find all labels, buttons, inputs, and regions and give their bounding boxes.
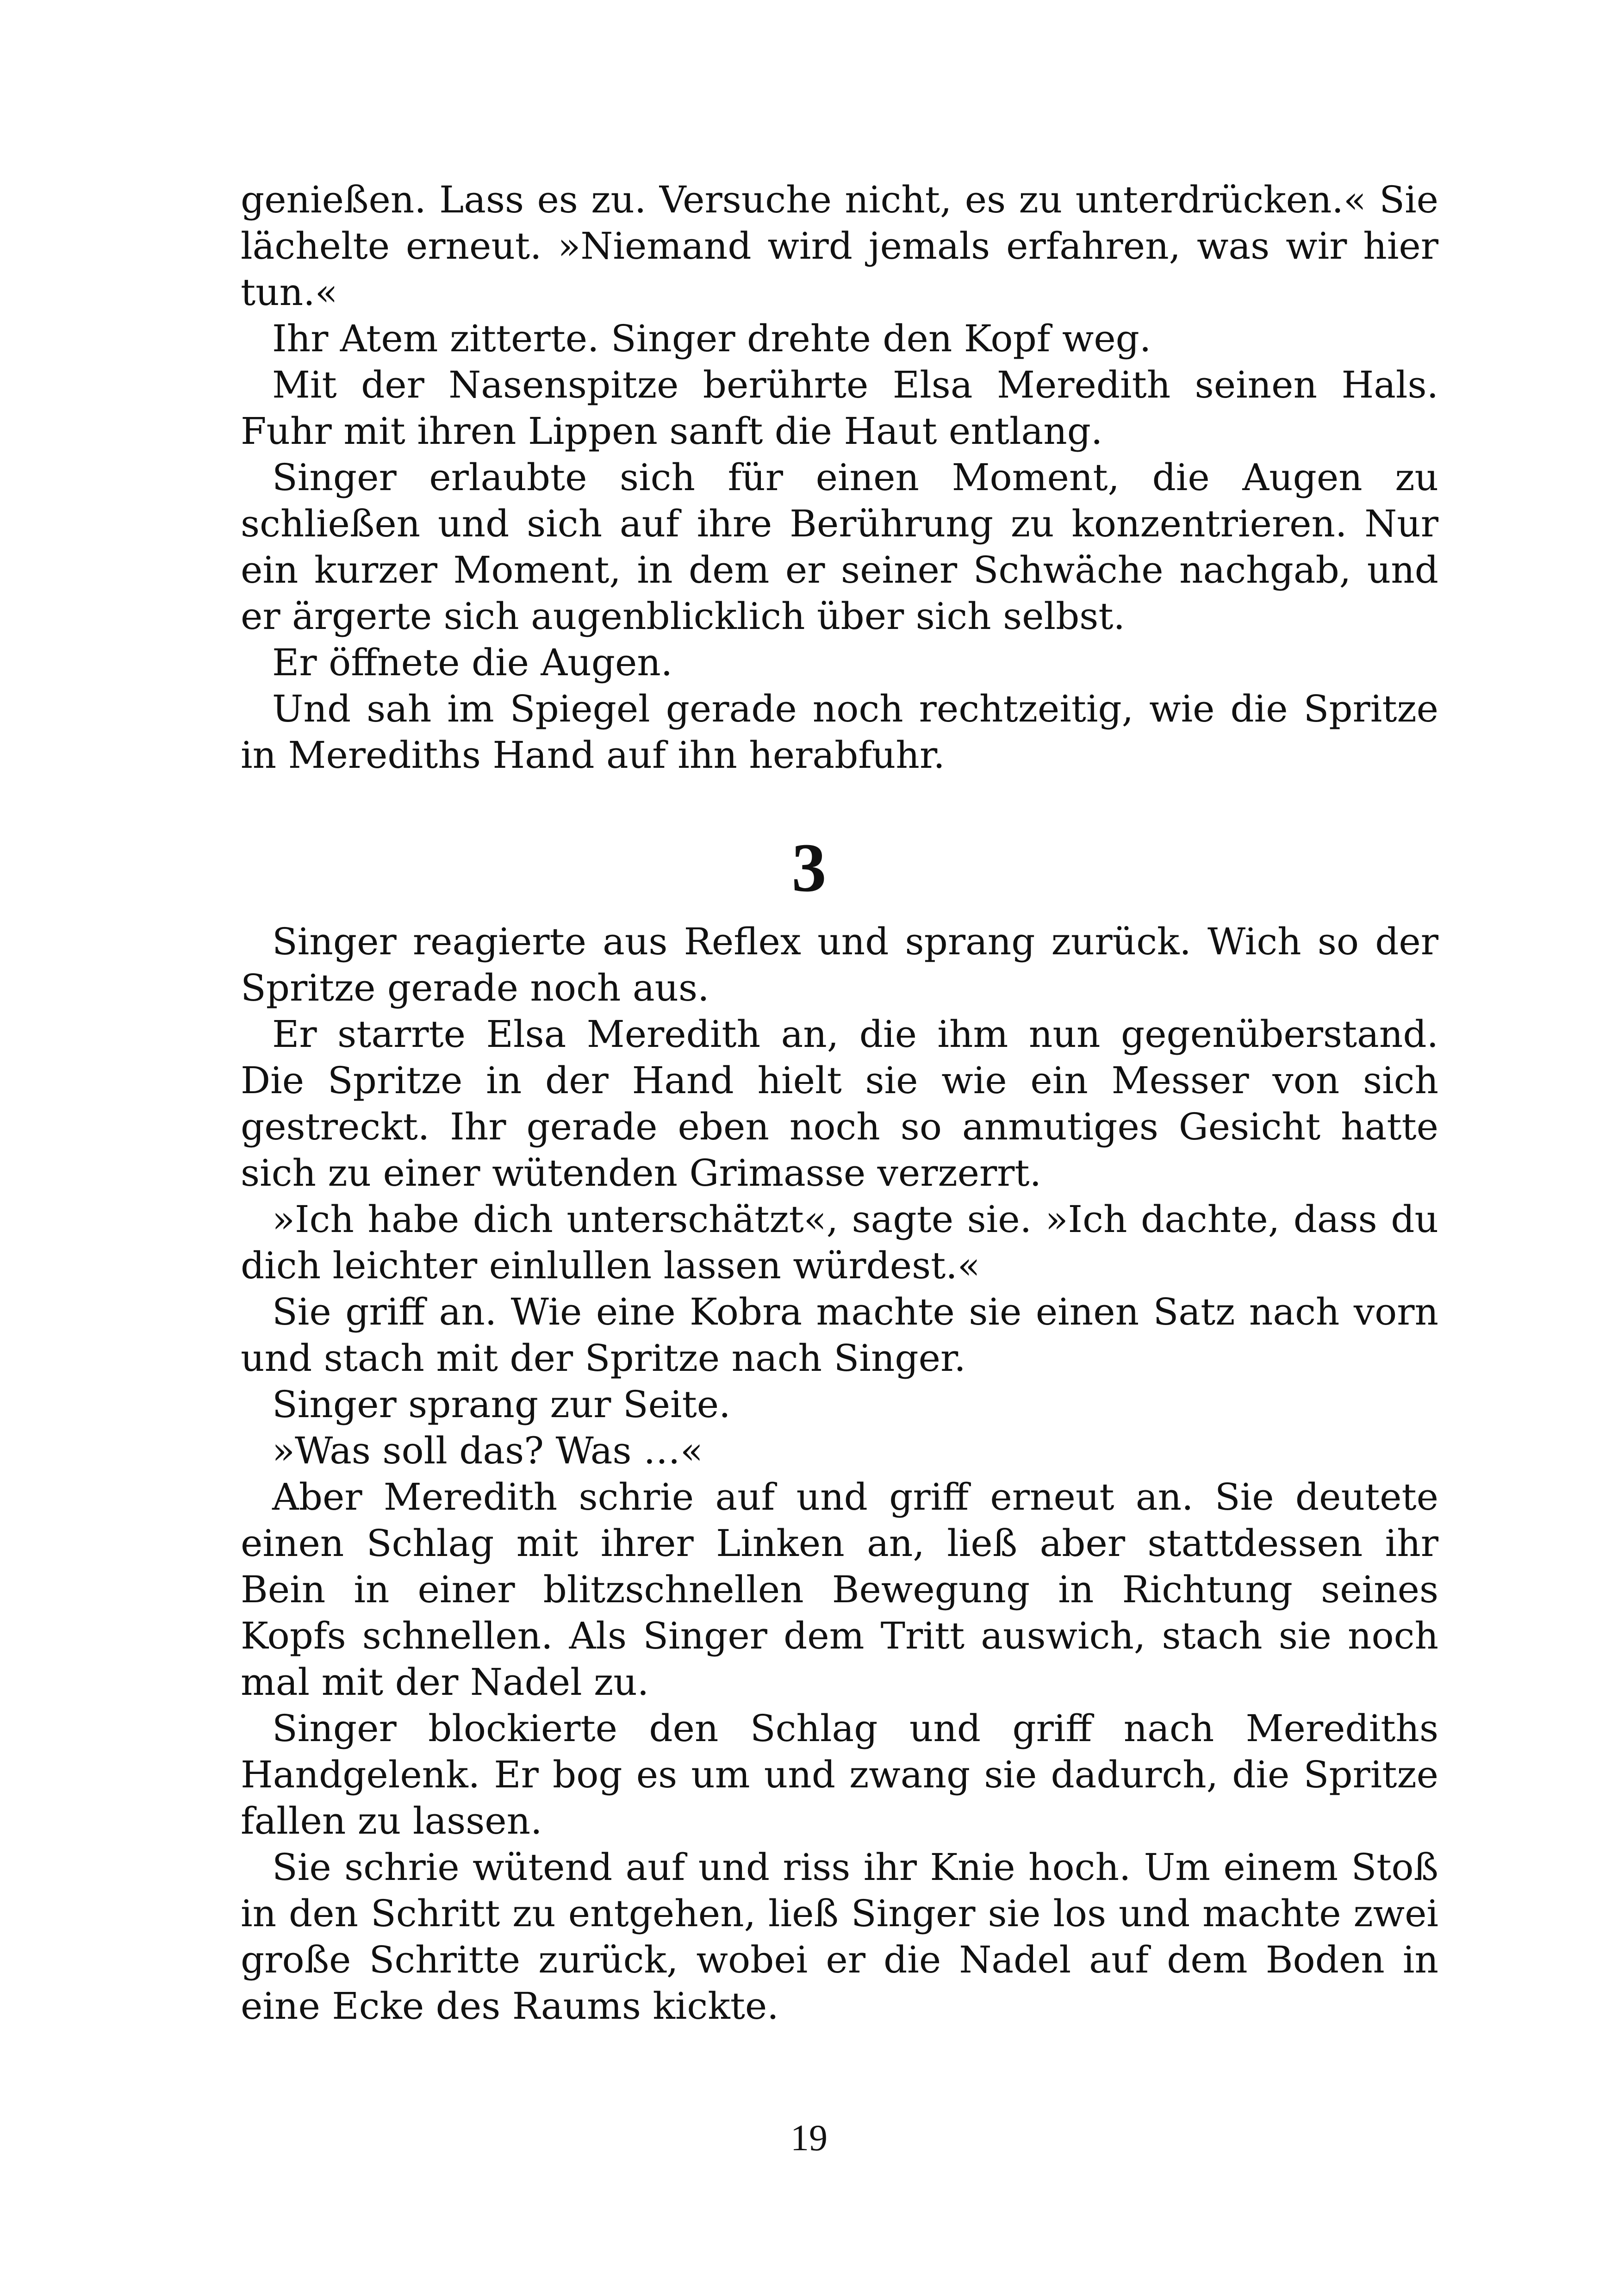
text-block-before-chapter <box>241 177 1438 778</box>
paragraph: Sie schrie wütend auf und riss ihr Knie hoch. Um einem Stoß in den Schritt zu entgehen, ließ Singer sie los und machte zwei große Schritte zurück, wobei er die Nadel auf dem Boden in eine Ecke des Raums kickte. <box>241 1846 1438 2028</box>
text-block-chapter <box>241 919 1438 2029</box>
paragraph: Und sah im Spiegel gerade noch rechtzeitig, wie die Spritze in Merediths Hand auf ihn herabfuhr. <box>241 687 1438 777</box>
paragraph: genießen. Lass es zu. Versuche nicht, es zu unterdrücken.« Sie lächelte erneut. »Niemand wird jemals erfahren, was wir hier tun.« <box>241 178 1438 314</box>
paragraph: Sie griff an. Wie eine Kobra machte sie einen Satz nach vorn und stach mit der Spritze nach Singer. <box>241 1290 1438 1380</box>
paragraph: Aber Meredith schrie auf und griff erneut an. Sie deutete einen Schlag mit ihrer Linken an, ließ aber stattdessen ihr Bein in einer blitzschnellen Bewegung in Richtung seines Kopfs schnellen. Als Singer dem Tritt auswich, stach sie noch mal mit der Nadel zu. <box>241 1475 1438 1704</box>
paragraph: »Ich habe dich unterschätzt«, sagte sie. »Ich dachte, dass du dich leichter einlullen lassen würdest.« <box>241 1198 1438 1287</box>
paragraph: Ihr Atem zitterte. Singer drehte den Kopf weg. <box>272 317 1151 360</box>
paragraph: Er öffnete die Augen. <box>272 641 673 684</box>
paragraph: Singer erlaubte sich für einen Moment, die Augen zu schließen und sich auf ihre Berührung zu konzentrieren. Nur ein kurzer Moment, in dem er seiner Schwäche nachgab, und er ärgerte sich augenblicklich über sich selbst. <box>241 456 1438 638</box>
chapter-number: 3 <box>791 829 827 906</box>
paragraph: Singer blockierte den Schlag und griff nach Merediths Handgelenk. Er bog es um und zwang sie dadurch, die Spritze fallen zu lassen. <box>241 1707 1438 1842</box>
paragraph: Singer reagierte aus Reflex und sprang zurück. Wich so der Spritze gerade noch aus. <box>241 920 1438 1009</box>
paragraph: »Was soll das? Was …« <box>272 1429 703 1472</box>
page-number: 19 <box>790 2118 828 2159</box>
paragraph: Mit der Nasenspitze berührte Elsa Meredith seinen Hals. Fuhr mit ihren Lippen sanft die Haut entlang. <box>241 363 1438 453</box>
paragraph: Singer sprang zur Seite. <box>272 1383 731 1426</box>
paragraph: Er starrte Elsa Meredith an, die ihm nun gegenüberstand. Die Spritze in der Hand hielt sie wie ein Messer von sich gestreckt. Ihr gerade eben noch so anmutiges Gesicht hatte sich zu einer wütenden Grimasse verzerrt. <box>241 1013 1438 1195</box>
